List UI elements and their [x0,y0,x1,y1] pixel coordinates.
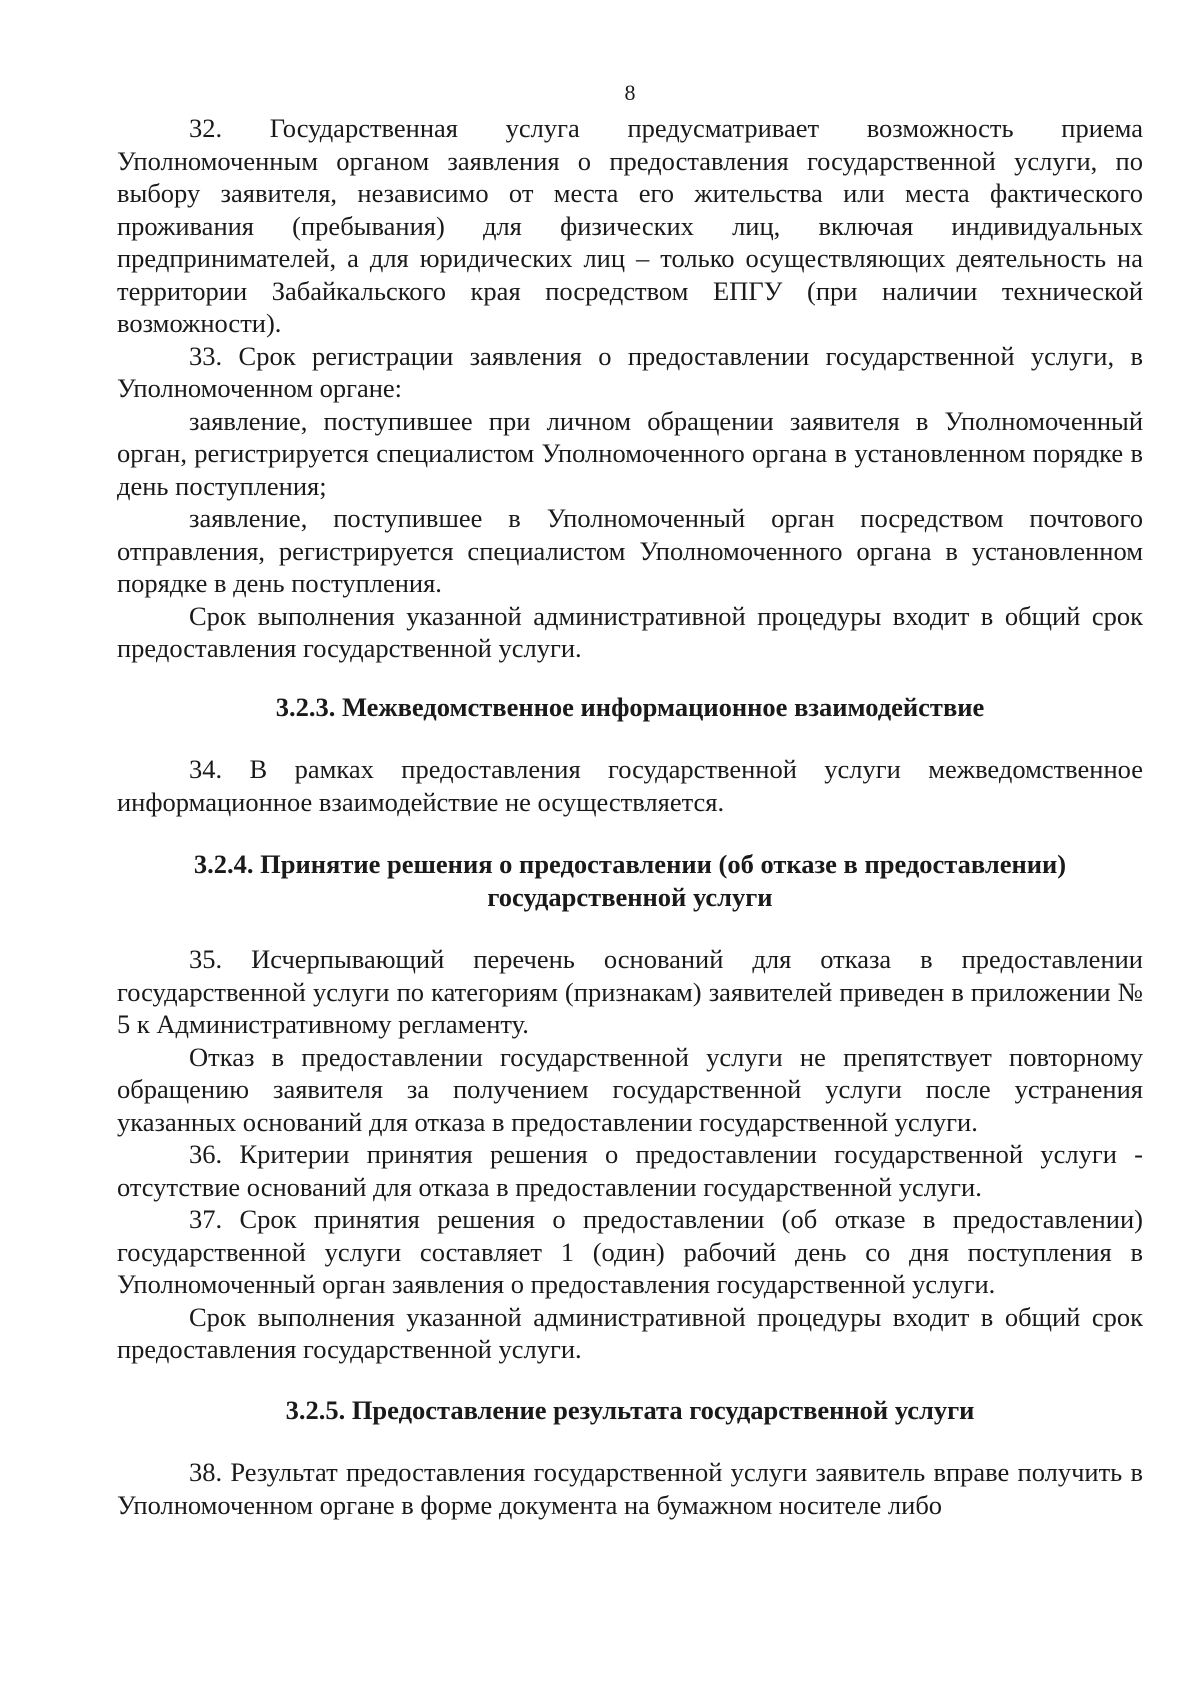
document-page [117,78,1143,1521]
heading-text-line-2: государственной услуги [487,881,773,912]
paragraph-33: 33. Срок регистрации заявления о предоставлении государственной услуги, в Уполномоченном органе: [117,340,1143,403]
paragraph-38: 38. Результат предоставления государственной услуги заявитель вправе получить в Уполномоченном органе в форме документа на бумажном носителе либо [117,1457,1143,1520]
section-heading-3-2-3 [117,691,1143,724]
page-number: 8 [624,80,636,105]
paragraph-33-postal: заявление, поступившее в Уполномоченный орган посредством почтового отправления, регистрируется специалистом Уполномоченного органа в установленном порядке в день поступления. [117,503,1143,598]
paragraph-37: 37. Срок принятия решения о предоставлении (об отказе в предоставлении) государственной услуги составляет 1 (один) рабочий день со дня поступления в Уполномоченный орган заявления о предоставления государственной услуги. [117,1204,1143,1299]
paragraph-32: 32. Государственная услуга предусматривает возможность приема Уполномоченным органом заявления о предоставления государственной услуги, по выбору заявителя, независимо от места его жительства или места фактического проживания (пребывания) для физических лиц, включая индивидуальных предпринимателей, а для юридических лиц – только осуществляющих деятельность на территории Забайкальского края посредством ЕПГУ (при наличии технической возможности). [117,113,1143,338]
heading-text: 3.2.5. Предоставление результата государственной услуги [285,1394,975,1425]
paragraph-33-term: Срок выполнения указанной административной процедуры входит в общий срок предоставления государственной услуги. [117,600,1143,663]
section-heading-3-2-4 [117,848,1143,913]
paragraph-33-personal: заявление, поступившее при личном обращении заявителя в Уполномоченный орган, регистрируется специалистом Уполномоченного органа в установленном порядке в день поступления; [117,405,1143,501]
paragraph-34: 34. В рамках предоставления государственной услуги межведомственное информационное взаимодействие не осуществляется. [117,754,1143,817]
heading-text-line-1: 3.2.4. Принятие решения о предоставлении (об отказе в предоставлении) [193,849,1067,879]
paragraph-35: 35. Исчерпывающий перечень оснований для отказа в предоставлении государственной услуги по категориям (признакам) заявителей приведен в приложении № 5 к Административному регламенту. [117,944,1143,1039]
paragraph-36: 36. Критерии принятия решения о предоставлении государственной услуги - отсутствие оснований для отказа в предоставлении государственной услуги. [117,1139,1143,1202]
heading-text: 3.2.3. Межведомственное информационное взаимодействие [275,691,985,722]
section-heading-3-2-5 [117,1394,1143,1427]
paragraph-37-term: Срок выполнения указанной административной процедуры входит в общий срок предоставления государственной услуги. [117,1301,1143,1364]
paragraph-35-refusal: Отказ в предоставлении государственной услуги не препятствует повторному обращению заявителя за получением государственной услуги после устранения указанных оснований для отказа в предоставлении государственной услуги. [117,1041,1143,1137]
